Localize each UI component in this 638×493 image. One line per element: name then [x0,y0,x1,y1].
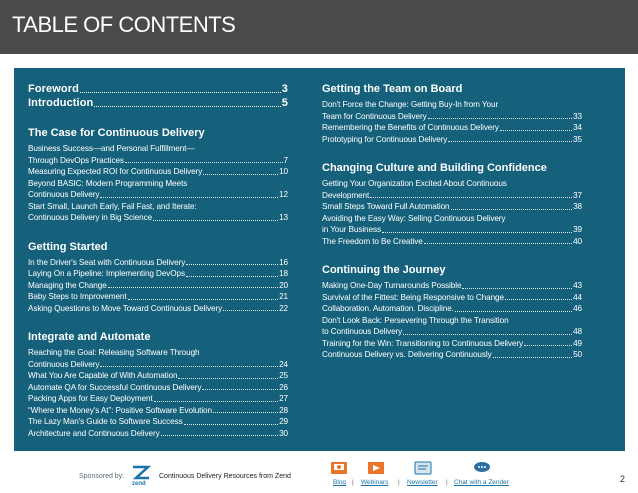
toc-entry-page: 33 [573,111,582,121]
dot-leader [370,197,572,198]
toc-entry-page: 7 [283,155,288,165]
toc-entry-label: What You Are Capable of With Automation [28,371,178,380]
toc-entry-page: 13 [279,213,288,222]
toc-entry-line: Reaching the Goal: Releasing Software Through [28,348,200,357]
toc-entry-page: 34 [573,123,582,132]
toc-entry[interactable] [322,280,582,292]
toc-entry-page: 40 [573,236,582,246]
toc-entry[interactable] [322,213,582,236]
toc-entry-label: Team for Continuous Delivery [322,111,427,121]
toc-entry-label: Small Steps Toward Full Automation [322,202,450,211]
toc-entry-label: Measuring Expected ROI for Continuous Delivery [28,167,203,176]
section-title: Getting the Team on Board [322,83,463,95]
toc-entry-label: Automate QA for Successful Continuous Delivery [28,382,202,392]
toc-entry-label: Foreword [28,83,79,95]
newsletter-link[interactable]: Newsletter [407,479,438,486]
link-separator: | [398,479,400,486]
dot-leader [186,264,278,265]
toc-entry-line: Business Success—and Personal Fulfillment— [28,144,195,153]
dot-leader [451,209,573,210]
toc-entry[interactable] [28,393,288,405]
toc-entry[interactable] [322,236,582,248]
toc-entry[interactable] [322,338,582,350]
toc-entry[interactable] [322,349,582,361]
dot-leader [424,243,572,244]
toc-entry[interactable] [28,178,288,201]
toc-entry-label: Baby Steps to Improvement [28,292,127,301]
toc-entry-introduction[interactable] [28,96,288,110]
toc-entry-page: 21 [279,292,288,301]
sponsor-label: Sponsored by: [79,473,125,480]
toc-entry-page: 28 [279,405,288,415]
section-title: Continuing the Journey [322,264,446,276]
toc-entry[interactable] [322,122,582,134]
toc-entry[interactable] [28,416,288,428]
toc-entry-page: 3 [281,83,288,95]
webinars-link[interactable]: Webinars [361,479,389,486]
dot-leader [462,288,572,289]
zend-logo-text: zend [132,481,146,487]
toc-entry-page: 20 [279,280,288,290]
dot-leader [128,299,279,300]
dot-leader [100,366,278,367]
dot-leader [524,345,572,346]
toc-entry[interactable] [322,303,582,315]
dot-leader [202,389,278,390]
toc-entry-label: The Lazy Man's Guide to Software Success [28,417,183,426]
dot-leader [223,310,278,311]
toc-entry-label: Continuous Delivery in Big Science [28,213,153,222]
chat-icon[interactable] [473,461,491,475]
toc-entry-page: 22 [279,303,288,313]
toc-entry-page: 16 [279,257,288,267]
toc-entry-label: Continuous Delivery vs. Delivering Continuously [322,350,492,359]
dot-leader [153,220,278,221]
toc-entry[interactable] [28,370,288,382]
toc-entry-label: Remembering the Benefits of Continuous Delivery [322,123,499,132]
toc-entry-page: 29 [279,417,288,426]
dot-leader [161,435,279,436]
toc-entry[interactable] [322,201,582,213]
toc-entry[interactable] [322,292,582,304]
dot-leader [154,401,278,402]
toc-entry-page: 48 [573,327,582,336]
toc-entry-page: 24 [279,359,288,369]
toc-entry-line: Avoiding the Easy Way: Selling Continuous Delivery [322,213,506,223]
toc-entry-label: The Freedom to Be Creative [322,236,423,246]
toc-entry-foreword[interactable] [28,82,288,96]
dot-leader [100,197,278,198]
toc-entry[interactable] [28,303,288,315]
toc-entry[interactable] [28,268,288,280]
section-title: Integrate and Automate [28,331,151,343]
toc-entry[interactable] [28,428,288,440]
toc-entry-page: 43 [573,281,582,290]
toc-left-sections [28,126,288,439]
newsletter-icon[interactable] [414,461,432,475]
toc-entry[interactable] [28,201,288,224]
dot-leader [184,424,279,425]
dot-leader [203,174,278,175]
toc-entry-label: Packing Apps for Easy Deployment [28,394,153,403]
link-separator: | [352,479,354,486]
toc-entry-page: 50 [573,350,582,359]
toc-entry[interactable] [28,291,288,303]
toc-entry-page: 49 [573,338,582,348]
toc-entry-page: 5 [281,97,288,109]
blog-link[interactable]: Blog [333,479,347,486]
toc-entry-label: Collaboration. Automation. Discipline. [322,304,454,313]
dot-leader [108,287,278,288]
toc-entry-label: Making One-Day Turnarounds Possible [322,281,462,290]
toc-entry-line: Start Small, Launch Early, Fail Fast, and Iterate: [28,201,197,211]
toc-entry-line: Beyond BASIC: Modern Programming Meets [28,178,188,188]
toc-entry-label: Continuous Delivery [28,190,100,199]
toc-entry-label: Continuous Delivery [28,359,100,369]
section-title: Getting Started [28,240,108,253]
toc-entry-label: Architecture and Continuous Delivery [28,428,160,438]
toc-entry[interactable] [322,99,582,122]
toc-entry-page: 26 [279,382,288,392]
toc-entry[interactable] [28,257,288,269]
toc-entry-page: 25 [279,371,288,380]
toc-entry-page: 18 [279,269,288,278]
toc-entry[interactable] [28,166,288,178]
toc-entry-line: Don't Look Back: Persevering Through the Transition [322,315,509,325]
link-separator: | [446,479,448,486]
dot-leader [80,92,281,93]
dot-leader [500,130,572,131]
dot-leader [213,412,278,413]
dot-leader [94,106,280,107]
toc-entry-label: Survival of the Fittest: Being Responsive to Change [322,292,504,302]
toc-entry-page: 46 [573,304,582,313]
toc-entry-label: In the Driver's Seat with Continuous Delivery [28,257,186,267]
toc-entry-page: 10 [279,167,288,176]
blog-icon[interactable] [330,461,348,475]
toc-entry-label: “Where the Money's At”: Positive Software Evolution [28,405,212,415]
chat-link[interactable]: Chat with a Zender [454,479,509,486]
page-footer [0,452,638,493]
page-number: 2 [620,474,626,484]
toc-entry[interactable] [28,405,288,417]
toc-entry-page: 12 [279,190,288,199]
toc-left-column [28,82,288,439]
toc-entry-label: in Your Business [322,225,381,234]
toc-entry-label: to Continuous Delivery [322,327,403,336]
toc-entry-page: 44 [573,292,582,302]
toc-entry[interactable] [28,280,288,292]
toc-entry[interactable] [28,143,288,166]
toc-entry-page: 39 [573,225,582,234]
dot-leader [428,118,572,119]
webinars-icon[interactable] [367,461,385,475]
dot-leader [455,311,572,312]
toc-entry-page: 38 [573,202,582,211]
toc-right-sections [322,82,582,361]
toc-entry[interactable] [322,178,582,201]
toc-entry-label: Managing the Change [28,280,107,290]
toc-entry-page: 35 [573,134,582,144]
dot-leader [125,162,283,163]
toc-entry[interactable] [28,347,288,370]
toc-entry-line: Getting Your Organization Excited About Continuous [322,179,507,188]
toc-entry-label: Development [322,190,370,200]
toc-right-column [322,82,582,361]
dot-leader [505,299,572,300]
toc-entry[interactable] [322,134,582,146]
toc-entry-label: Asking Questions to Move Toward Continuous Delivery [28,303,223,313]
dot-leader [493,357,572,358]
toc-entry[interactable] [28,382,288,394]
section-title: The Case for Continuous Delivery [28,127,205,139]
dot-leader [186,276,278,277]
page-header [0,0,638,54]
toc-entry-label: Prototyping for Continuous Delivery [322,134,448,144]
toc-entry-label: Introduction [28,97,94,109]
page-title: TABLE OF CONTENTS [12,12,236,37]
toc-entry-label: Laying On a Pipeline: Implementing DevOps [28,269,186,278]
dot-leader [382,232,572,233]
toc-entry[interactable] [322,315,582,338]
toc-entry-page: 27 [279,394,288,403]
dot-leader [448,141,572,142]
dot-leader [403,334,572,335]
toc-entry-label: Training for the Win: Transitioning to Continuous Delivery [322,338,523,348]
resources-label: Continuous Delivery Resources from Zend [159,473,291,480]
toc-entry-label: Through DevOps Practices [28,155,124,165]
toc-entry-page: 37 [573,190,582,200]
section-title: Changing Culture and Building Confidence [322,162,547,174]
toc-entry-line: Don't Force the Change: Getting Buy-In from Your [322,100,499,109]
toc-entry-page: 30 [279,428,288,438]
dot-leader [178,378,278,379]
